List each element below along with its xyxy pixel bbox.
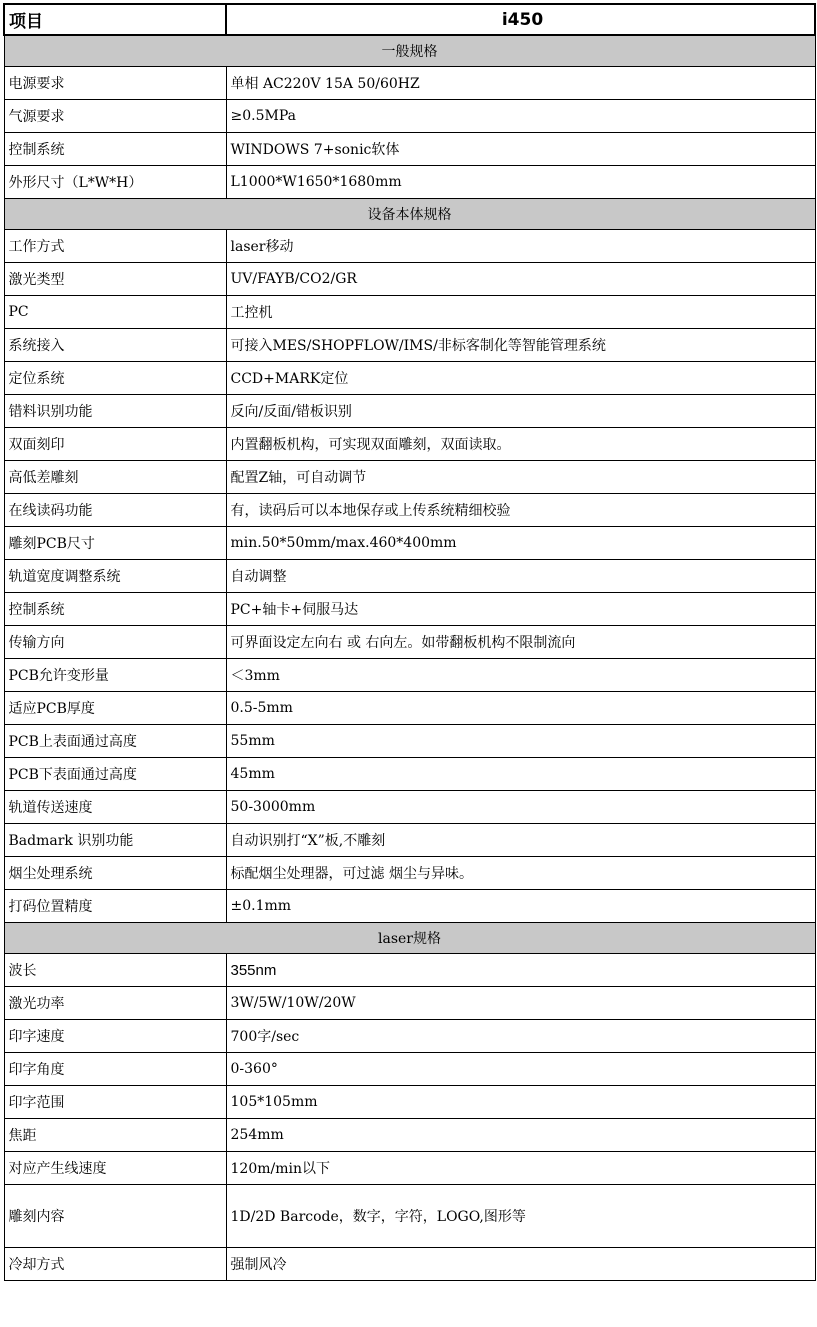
row-value: UV/FAYB/CO2/GR xyxy=(226,263,815,296)
row-label: 印字速度 xyxy=(4,1020,226,1053)
table-row xyxy=(4,659,815,692)
row-label: PCB上表面通过高度 xyxy=(4,725,226,758)
row-label: Badmark 识别功能 xyxy=(4,824,226,857)
table-row xyxy=(4,296,815,329)
row-label: 双面刻印 xyxy=(4,428,226,461)
row-value: PC+轴卡+伺服马达 xyxy=(226,593,815,626)
table-row xyxy=(4,67,815,100)
table-row xyxy=(4,133,815,166)
table-row xyxy=(4,1248,815,1281)
row-label: 传输方向 xyxy=(4,626,226,659)
row-value: 可界面设定左向右 或 右向左。如带翻板机构不限制流向 xyxy=(226,626,815,659)
row-value: 0-360° xyxy=(226,1053,815,1086)
row-value: 700字/sec xyxy=(226,1020,815,1053)
table-row xyxy=(4,758,815,791)
row-value: 254mm xyxy=(226,1119,815,1152)
row-value: 50-3000mm xyxy=(226,791,815,824)
row-label: 印字范围 xyxy=(4,1086,226,1119)
table-row xyxy=(4,791,815,824)
row-value: CCD+MARK定位 xyxy=(226,362,815,395)
section-header-laser xyxy=(4,923,815,954)
table-row xyxy=(4,626,815,659)
table-row xyxy=(4,362,815,395)
table-row xyxy=(4,692,815,725)
row-value: 可接入MES/SHOPFLOW/IMS/非标客制化等智能管理系统 xyxy=(226,329,815,362)
table-row xyxy=(4,329,815,362)
row-label: 激光功率 xyxy=(4,987,226,1020)
section-title: 设备本体规格 xyxy=(4,199,815,230)
table-row xyxy=(4,560,815,593)
row-value: ≥0.5MPa xyxy=(226,100,815,133)
table-row xyxy=(4,954,815,987)
row-label: 控制系统 xyxy=(4,133,226,166)
row-label: 波长 xyxy=(4,954,226,987)
row-value: 0.5-5mm xyxy=(226,692,815,725)
row-label: 错料识别功能 xyxy=(4,395,226,428)
table-row xyxy=(4,725,815,758)
row-label: 工作方式 xyxy=(4,230,226,263)
section-title: 一般规格 xyxy=(4,35,815,67)
row-value: 单相 AC220V 15A 50/60HZ xyxy=(226,67,815,100)
table-row xyxy=(4,230,815,263)
table-row xyxy=(4,395,815,428)
row-label: 电源要求 xyxy=(4,67,226,100)
row-label: 适应PCB厚度 xyxy=(4,692,226,725)
table-row xyxy=(4,824,815,857)
spec-table xyxy=(3,3,816,1281)
table-row xyxy=(4,428,815,461)
table-row xyxy=(4,1152,815,1185)
section-title: laser规格 xyxy=(4,923,815,954)
row-value: 自动识别打“X”板,不雕刻 xyxy=(226,824,815,857)
table-row xyxy=(4,100,815,133)
table-row xyxy=(4,166,815,199)
row-label: 焦距 xyxy=(4,1119,226,1152)
row-value: L1000*W1650*1680mm xyxy=(226,166,815,199)
row-value: WINDOWS 7+sonic软体 xyxy=(226,133,815,166)
section-header-general xyxy=(4,35,815,67)
row-value: 120m/min以下 xyxy=(226,1152,815,1185)
row-value: 45mm xyxy=(226,758,815,791)
row-label: 对应产生线速度 xyxy=(4,1152,226,1185)
row-value: 自动调整 xyxy=(226,560,815,593)
row-value: ±0.1mm xyxy=(226,890,815,923)
row-label: 系统接入 xyxy=(4,329,226,362)
row-value: 55mm xyxy=(226,725,815,758)
row-label: PC xyxy=(4,296,226,329)
row-value: 1D/2D Barcode，数字，字符，LOGO,图形等 xyxy=(226,1185,815,1248)
row-label: 外形尺寸（L*W*H） xyxy=(4,166,226,199)
row-value: 3W/5W/10W/20W xyxy=(226,987,815,1020)
table-row xyxy=(4,890,815,923)
row-value: ＜3mm xyxy=(226,659,815,692)
table-row xyxy=(4,1119,815,1152)
row-label: 在线读码功能 xyxy=(4,494,226,527)
table-row xyxy=(4,494,815,527)
row-value: 内置翻板机构，可实现双面雕刻，双面读取。 xyxy=(226,428,815,461)
row-label: PCB允许变形量 xyxy=(4,659,226,692)
row-value: 105*105mm xyxy=(226,1086,815,1119)
row-label: 高低差雕刻 xyxy=(4,461,226,494)
row-label: 打码位置精度 xyxy=(4,890,226,923)
table-row xyxy=(4,1086,815,1119)
header-model: i450 xyxy=(226,4,815,35)
row-value: 强制风冷 xyxy=(226,1248,815,1281)
row-value: 有，读码后可以本地保存或上传系统精细校验 xyxy=(226,494,815,527)
table-row xyxy=(4,1053,815,1086)
header-row xyxy=(4,4,815,35)
row-value: 反向/反面/错板识别 xyxy=(226,395,815,428)
table-row xyxy=(4,593,815,626)
header-item-label: 项目 xyxy=(4,4,226,35)
table-row xyxy=(4,857,815,890)
row-label: 气源要求 xyxy=(4,100,226,133)
row-label: 轨道传送速度 xyxy=(4,791,226,824)
row-label: 定位系统 xyxy=(4,362,226,395)
table-row xyxy=(4,527,815,560)
row-label: 轨道宽度调整系统 xyxy=(4,560,226,593)
row-label: 雕刻内容 xyxy=(4,1185,226,1248)
row-value: 标配烟尘处理器，可过滤 烟尘与异味。 xyxy=(226,857,815,890)
row-label: 控制系统 xyxy=(4,593,226,626)
row-label: PCB下表面通过高度 xyxy=(4,758,226,791)
row-value: min.50*50mm/max.460*400mm xyxy=(226,527,815,560)
row-label: 激光类型 xyxy=(4,263,226,296)
table-row xyxy=(4,987,815,1020)
table-row xyxy=(4,263,815,296)
row-value: 配置Z轴，可自动调节 xyxy=(226,461,815,494)
row-value: 355nm xyxy=(226,954,815,987)
table-row xyxy=(4,1020,815,1053)
table-row xyxy=(4,461,815,494)
row-label: 烟尘处理系统 xyxy=(4,857,226,890)
row-label: 印字角度 xyxy=(4,1053,226,1086)
section-header-body xyxy=(4,199,815,230)
row-value: 工控机 xyxy=(226,296,815,329)
row-label: 冷却方式 xyxy=(4,1248,226,1281)
row-value: laser移动 xyxy=(226,230,815,263)
table-row xyxy=(4,1185,815,1248)
row-label: 雕刻PCB尺寸 xyxy=(4,527,226,560)
